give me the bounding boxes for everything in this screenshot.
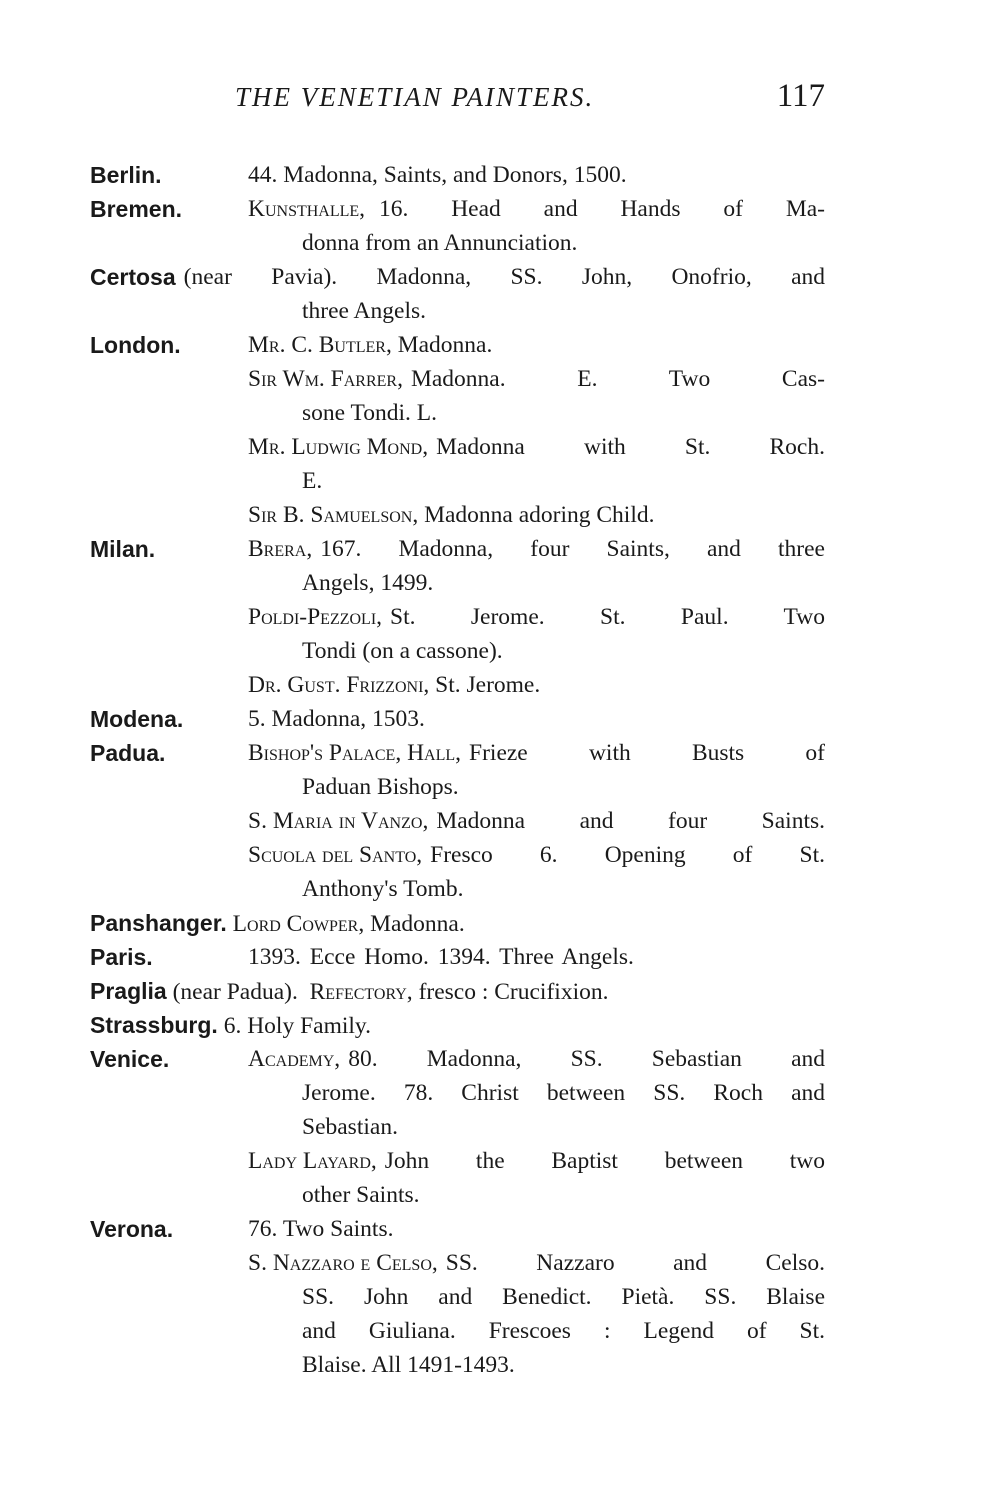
entry-detail: Madonna adoring Child. xyxy=(424,502,655,528)
entry-line xyxy=(90,668,825,702)
collection-name: Academy, xyxy=(248,1046,341,1072)
entry-continuation xyxy=(90,396,825,430)
entry-bremen xyxy=(90,192,825,226)
entry-continuation xyxy=(90,294,825,328)
entry-text: 5. Madonna, 1503. xyxy=(248,706,425,732)
entry-text: SS. John and Benedict. Pietà. SS. Blaise xyxy=(302,1284,825,1310)
entry-text: sone Tondi. L. xyxy=(302,400,437,426)
place-name: Padua. xyxy=(90,740,166,766)
entry-line xyxy=(90,804,825,838)
entry-text xyxy=(248,804,825,838)
running-title: THE VENETIAN PAINTERS. xyxy=(235,82,595,112)
entry-detail: St. Jerome. xyxy=(435,672,541,698)
entry-line xyxy=(90,430,825,464)
entry-line xyxy=(90,498,825,532)
entry-text: Blaise. All 1491-1493. xyxy=(302,1352,515,1378)
entry-detail: 16. Head and Hands of Ma- xyxy=(378,196,825,222)
entry-detail: St. Jerome. St. Paul. Two xyxy=(390,604,825,630)
collection-name: S. Nazzaro e Celso, xyxy=(248,1250,438,1276)
entry-text xyxy=(248,532,825,566)
entry-verona xyxy=(90,1212,825,1246)
place-name: Venice. xyxy=(90,1046,170,1072)
entry-detail: Frieze with Busts of xyxy=(469,740,825,766)
entry-text xyxy=(248,1144,825,1178)
book-page xyxy=(90,78,825,1378)
entry-text xyxy=(248,600,825,634)
entry-detail: Madonna. xyxy=(397,332,493,358)
entry-text xyxy=(90,260,825,294)
entry-paris xyxy=(90,940,825,974)
entry-detail: Fresco 6. Opening of St. xyxy=(430,842,825,868)
entry-continuation xyxy=(90,226,825,260)
entry-detail: SS. Nazzaro and Celso. xyxy=(445,1250,825,1276)
entry-text: donna from an Annunciation. xyxy=(302,230,578,256)
place-name: Bremen. xyxy=(90,196,183,222)
place-name: Praglia xyxy=(90,978,167,1004)
collection-name: Lady Layard, xyxy=(248,1148,377,1174)
collection-name: Dr. Gust. Frizzoni, xyxy=(248,672,430,698)
entry-text: Anthony's Tomb. xyxy=(302,876,464,902)
entry-praglia xyxy=(90,974,825,1008)
entry-text xyxy=(248,1246,825,1280)
place-name: Strassburg. xyxy=(90,1012,218,1038)
entry-modena xyxy=(90,702,825,736)
entry-text: E. xyxy=(302,468,323,494)
entry-detail: (near Padua). xyxy=(172,979,298,1005)
collection-name: Poldi-Pezzoli, xyxy=(248,604,383,630)
entry-continuation xyxy=(90,1348,825,1382)
entry-text xyxy=(90,1008,825,1043)
collection-name: S. Maria in Vanzo, xyxy=(248,808,429,834)
entry-detail: Madonna. E. Two Cas- xyxy=(410,366,825,392)
entry-detail: John the Baptist between two xyxy=(384,1148,825,1174)
entry-line xyxy=(90,362,825,396)
place-name: Paris. xyxy=(90,944,153,970)
place-name: Panshanger. xyxy=(90,910,227,936)
entry-continuation xyxy=(90,1076,825,1110)
entry-continuation xyxy=(90,1314,825,1348)
entry-text xyxy=(248,498,825,532)
page-number: 117 xyxy=(776,78,825,114)
entry-text xyxy=(90,906,825,941)
entry-list xyxy=(90,158,825,1382)
entry-certosa xyxy=(90,260,825,294)
collection-name: Refectory, xyxy=(309,979,413,1005)
entry-continuation xyxy=(90,464,825,498)
page-header xyxy=(90,78,825,128)
entry-continuation xyxy=(90,872,825,906)
entry-continuation xyxy=(90,634,825,668)
place-name: Verona. xyxy=(90,1216,174,1242)
place-name: Milan. xyxy=(90,536,156,562)
collection-name: Sir B. Samuelson, xyxy=(248,502,419,528)
entry-text xyxy=(248,430,825,464)
entry-text: and Giuliana. Frescoes : Legend of St. xyxy=(302,1318,825,1344)
entry-text xyxy=(248,192,825,226)
collection-name: Scuola del Santo, xyxy=(248,842,423,868)
entry-text xyxy=(248,736,825,770)
entry-text xyxy=(248,328,825,362)
entry-line xyxy=(90,1144,825,1178)
collection-name: Bishop's Palace, Hall, xyxy=(248,740,462,766)
collection-name: Mr. Ludwig Mond, xyxy=(248,434,429,460)
entry-detail: Madonna with St. Roch. xyxy=(436,434,825,460)
entry-line xyxy=(90,1246,825,1280)
entry-text: Tondi (on a cassone). xyxy=(302,638,503,664)
entry-continuation xyxy=(90,1178,825,1212)
entry-milan xyxy=(90,532,825,566)
entry-london xyxy=(90,328,825,362)
entry-strassburg xyxy=(90,1008,825,1042)
entry-continuation xyxy=(90,770,825,804)
entry-detail: (near Pavia). Madonna, SS. John, Onofrio, and xyxy=(183,264,825,290)
entry-text xyxy=(90,974,825,1009)
entry-text xyxy=(248,668,825,702)
entry-text xyxy=(248,838,825,872)
entry-text: 44. Madonna, Saints, and Donors, 1500. xyxy=(248,162,627,188)
place-name: London. xyxy=(90,332,181,358)
collection-name: Mr. C. Butler, xyxy=(248,332,392,358)
entry-text: Paduan Bishops. xyxy=(302,774,459,800)
collection-name: Lord Cowper, xyxy=(232,911,365,937)
entry-detail: Madonna. xyxy=(370,911,465,937)
entry-text xyxy=(248,1042,825,1076)
entry-detail: Madonna and four Saints. xyxy=(436,808,825,834)
entry-text: 1393. Ecce Homo. 1394. Three Angels. xyxy=(248,944,634,970)
entry-continuation xyxy=(90,566,825,600)
entry-text xyxy=(248,362,825,396)
entry-venice xyxy=(90,1042,825,1076)
entry-padua xyxy=(90,736,825,770)
entry-panshanger xyxy=(90,906,825,940)
collection-name: Brera, xyxy=(248,536,313,562)
place-name: Modena. xyxy=(90,706,184,732)
entry-text: other Saints. xyxy=(302,1182,420,1208)
entry-line xyxy=(90,600,825,634)
entry-text: three Angels. xyxy=(302,298,426,324)
entry-detail: 80. Madonna, SS. Sebastian and xyxy=(348,1046,825,1072)
collection-name: Sir Wm. Farrer, xyxy=(248,366,403,392)
entry-detail: 6. Holy Family. xyxy=(223,1013,372,1039)
entry-text: 76. Two Saints. xyxy=(248,1216,394,1242)
entry-continuation xyxy=(90,1280,825,1314)
entry-line xyxy=(90,838,825,872)
place-name: Certosa xyxy=(90,264,176,290)
entry-detail: fresco : Crucifixion. xyxy=(418,979,609,1005)
entry-berlin xyxy=(90,158,825,192)
entry-text: Sebastian. xyxy=(302,1114,398,1140)
collection-name: Kunsthalle, xyxy=(248,196,366,222)
entry-text: Angels, 1499. xyxy=(302,570,434,596)
entry-continuation xyxy=(90,1110,825,1144)
entry-text: Jerome. 78. Christ between SS. Roch and xyxy=(302,1080,825,1106)
place-name: Berlin. xyxy=(90,162,162,188)
entry-detail: 167. Madonna, four Saints, and three xyxy=(320,536,825,562)
